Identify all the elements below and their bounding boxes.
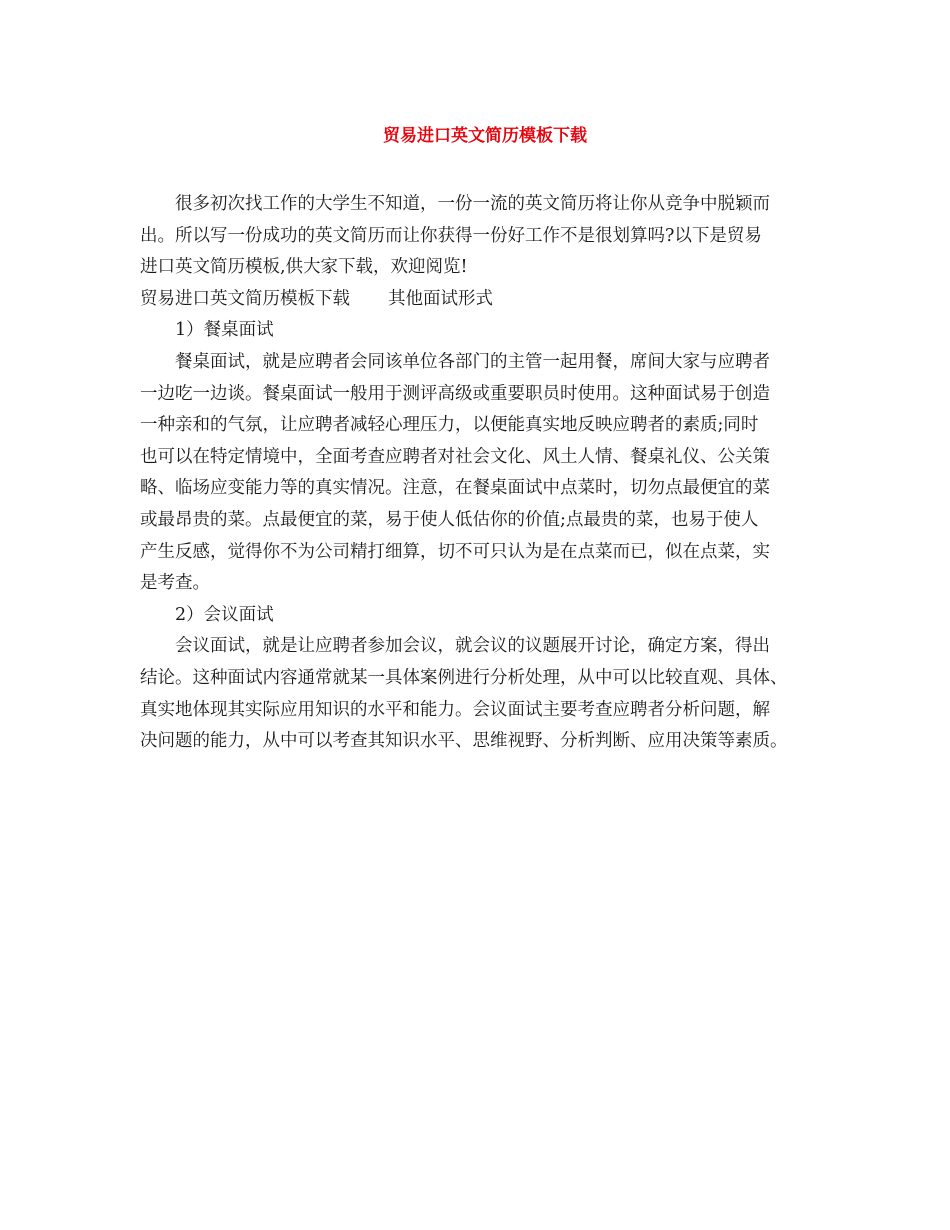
section2-line: 会议面试，就是让应聘者参加会议，就会议的议题展开讨论，确定方案，得出 bbox=[175, 636, 770, 657]
section2-line: 结论。这种面试内容通常就某一具体案例进行分析处理，从中可以比较直观、具体、 bbox=[140, 667, 788, 688]
subtitle-right: 其他面试形式 bbox=[388, 288, 493, 309]
section2-line: 真实地体现其实际应用知识的水平和能力。会议面试主要考查应聘者分析问题，解 bbox=[140, 699, 770, 720]
section1-line: 或最昂贵的菜。点最便宜的菜，易于使人低估你的价值;点最贵的菜，也易于使人 bbox=[140, 509, 759, 530]
section1-line: 略、临场应变能力等的真实情况。注意，在餐桌面试中点菜时，切勿点最便宜的菜 bbox=[140, 478, 770, 499]
section1-paragraph bbox=[140, 347, 830, 600]
section1-line: 餐桌面试，就是应聘者会同该单位各部门的主管一起用餐，席间大家与应聘者 bbox=[175, 351, 770, 372]
section2-line: 决问题的能力，从中可以考查其知识水平、思维视野、分析判断、应用决策等素质。 bbox=[140, 731, 788, 752]
subtitle-left: 贸易进口英文简历模板下载 bbox=[140, 288, 350, 309]
section1-line: 是考查。 bbox=[140, 573, 210, 594]
intro-line: 出。所以写一份成功的英文简历而让你获得一份好工作不是很划算吗?以下是贸易 bbox=[140, 225, 762, 246]
section2-paragraph bbox=[140, 631, 830, 757]
subtitle-line bbox=[140, 284, 830, 316]
section1-heading: 1）餐桌面试 bbox=[175, 320, 274, 341]
intro-line: 进口英文简历模板,供大家下载，欢迎阅览! bbox=[140, 257, 468, 278]
page-title: 贸易进口英文简历模板下载 bbox=[383, 126, 587, 146]
section1-line: 一种亲和的气氛，让应聘者减轻心理压力，以便能真实地反映应聘者的素质;同时 bbox=[140, 415, 759, 436]
section1-line: 产生反感，觉得你不为公司精打细算，切不可只认为是在点菜而已，似在点菜，实 bbox=[140, 541, 770, 562]
document-body bbox=[140, 189, 830, 758]
intro-paragraph bbox=[140, 189, 830, 284]
section2-heading: 2）会议面试 bbox=[175, 604, 274, 625]
intro-line: 很多初次找工作的大学生不知道，一份一流的英文简历将让你从竞争中脱颖而 bbox=[175, 194, 770, 214]
section1-line: 一边吃一边谈。餐桌面试一般用于测评高级或重要职员时使用。这种面试易于创造 bbox=[140, 383, 770, 404]
section1-line: 也可以在特定情境中，全面考查应聘者对社会文化、风土人情、餐桌礼仪、公关策 bbox=[140, 446, 770, 467]
